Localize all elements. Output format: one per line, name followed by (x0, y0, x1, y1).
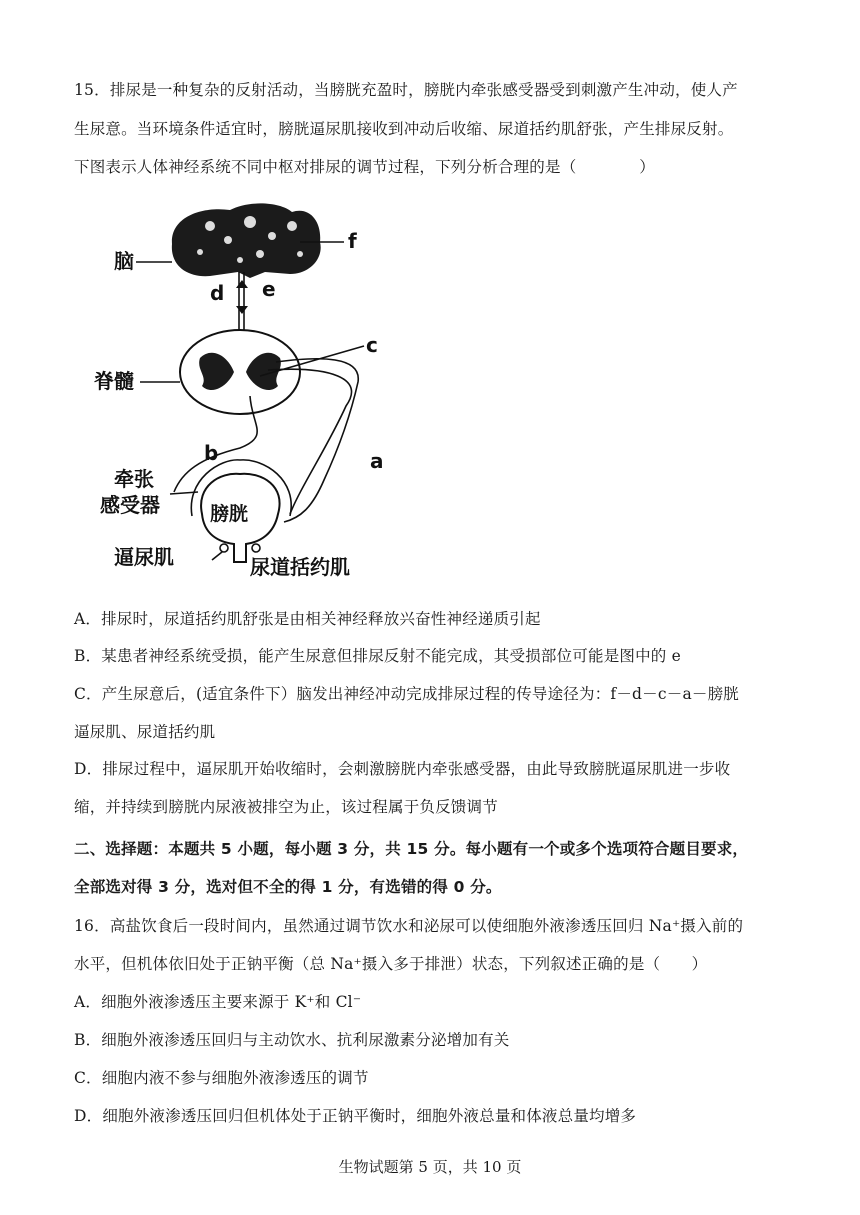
q15-option-a: A．排尿时，尿道括约肌舒张是由相关神经释放兴奋性神经递质引起 (74, 610, 541, 628)
q16-option-c: C．细胞内液不参与细胞外液渗透压的调节 (74, 1069, 369, 1087)
section2-heading-line2: 全部选对得 3 分，选对但不全的得 1 分，有选错的得 0 分。 (74, 878, 502, 896)
label-stretch-line2: 感受器 (100, 493, 160, 517)
q16-option-d: D．细胞外液渗透压回归但机体处于正钠平衡时，细胞外液总量和体液总量均增多 (74, 1107, 637, 1125)
q15-option-c-line2: 逼尿肌、尿道括约肌 (74, 723, 216, 741)
q16-stem-line2: 水平，但机体依旧处于正钠平衡（总 Na⁺摄入多于排泄）状态，下列叙述正确的是（ ） (74, 955, 708, 973)
q16-option-a: A．细胞外液渗透压主要来源于 K⁺和 Cl⁻ (74, 993, 362, 1011)
label-c: c (366, 333, 378, 357)
label-a: a (370, 449, 384, 473)
label-sphincter: 尿道括约肌 (250, 555, 350, 579)
label-f: f (348, 229, 357, 253)
q15-option-d-line2: 缩，并持续到膀胱内尿液被排空为止，该过程属于负反馈调节 (74, 798, 498, 816)
label-d: d (210, 281, 225, 305)
section2-heading-line1: 二、选择题：本题共 5 小题，每小题 3 分，共 15 分。每小题有一个或多个选项符合题目要求， (74, 840, 749, 858)
brain-shape (172, 203, 321, 278)
q15-stem-line1: 15．排尿是一种复杂的反射活动，当膀胱充盈时，膀胱内牵张感受器受到刺激产生冲动，使人产 (74, 81, 738, 99)
label-stretch-line1: 牵张 (114, 467, 154, 491)
q15-option-b: B．某患者神经系统受损，能产生尿意但排尿反射不能完成，其受损部位可能是图中的 e (74, 647, 681, 665)
label-e: e (262, 277, 276, 301)
q15-option-c-line1: C．产生尿意后，(适宜条件下）脑发出神经冲动完成排尿过程的传导途径为：f－d－c－a－膀胱 (74, 685, 739, 703)
q15-option-d-line1: D．排尿过程中，逼尿肌开始收缩时，会刺激膀胱内牵张感受器，由此导致膀胱逼尿肌进一步收 (74, 760, 731, 778)
q15-stem-line3: 下图表示人体神经系统不同中枢对排尿的调节过程，下列分析合理的是（ ） (74, 158, 655, 176)
label-spinal: 脊髓 (94, 369, 134, 393)
q15-stem-line2: 生尿意。当环境条件适宜时，膀胱逼尿肌接收到冲动后收缩、尿道括约肌舒张，产生排尿反射。 (74, 120, 734, 138)
spinal-cord-section (180, 330, 300, 414)
label-detrusor: 逼尿肌 (114, 545, 174, 569)
label-b: b (204, 441, 219, 465)
page-footer: 生物试题第 5 页，共 10 页 (338, 1158, 522, 1176)
q16-stem-line1: 16．高盐饮食后一段时间内，虽然通过调节饮水和泌尿可以使细胞外液渗透压回归 Na⁺摄入前的 (74, 917, 744, 935)
q16-option-b: B．细胞外液渗透压回归与主动饮水、抗利尿激素分泌增加有关 (74, 1031, 510, 1049)
urination-reflex-diagram (94, 196, 420, 580)
label-brain: 脑 (114, 249, 134, 273)
label-bladder: 膀胱 (210, 503, 249, 525)
